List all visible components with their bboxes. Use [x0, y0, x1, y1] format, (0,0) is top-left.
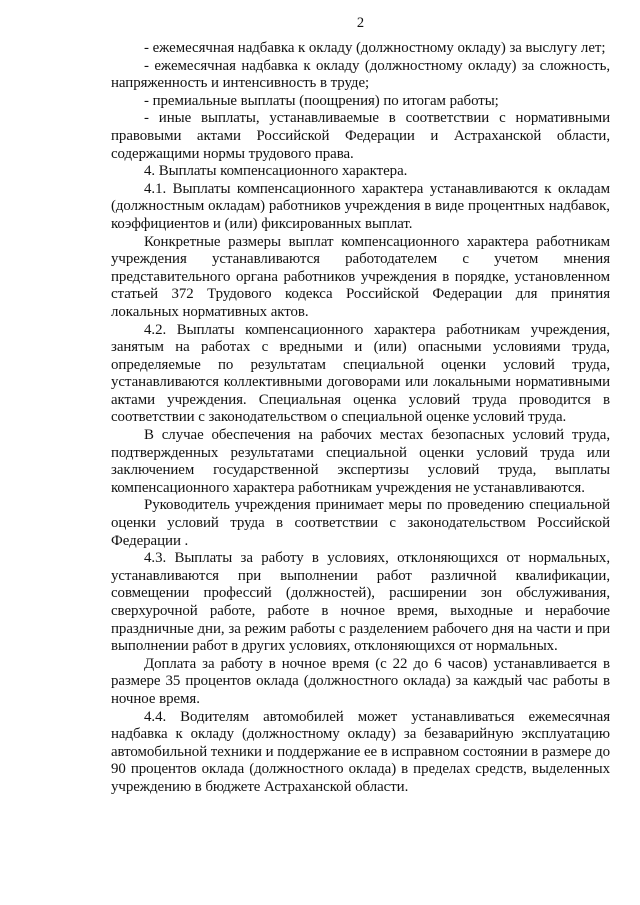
paragraph-premium-payments: - премиальные выплаты (поощрения) по итогам работы; [144, 92, 499, 109]
paragraph-4-4: 4.4. Водителям автомобилей может устанавливаться ежемесячная надбавка к окладу (должностному окладу) за безаварийную эксплуатацию автомобильной техники и поддержание ее в исправном состоянии в размере до 90 процентов оклада (должностного оклада) в пределах средств, выделенных учреждению в бюджете Астраханской области. [111, 708, 611, 795]
paragraph-4-3: 4.3. Выплаты за работу в условиях, отклоняющихся от нормальных, устанавливаются при выполнении работ различной квалификации, совмещении профессий (должностей), расширении зон обслуживания, сверхурочной работе, работе в ночное время, выходные и нерабочие праздничные дни, за режим работы с разделением рабочего дня на части и при выполнении работ в других условиях, отклоняющихся от нормальных. [111, 550, 610, 655]
paragraph-4-1: 4.1. Выплаты компенсационного характера устанавливаются к окладам (должностным окладам) работников учреждения в виде процентных надбавок, коэффициентов и (или) фиксированных выплат. [111, 180, 610, 232]
paragraph-bonus-seniority: - ежемесячная надбавка к окладу (должностному окладу) за выслугу лет; [144, 40, 606, 56]
page-number: 2 [356, 15, 365, 31]
paragraph-specific-amounts: Конкретные размеры выплат компенсационного характера работникам учреждения устанавливаются работодателем с учетом мнения представительного органа работников учреждения в порядке, установленном статьей 372 Трудового кодекса Российской Федерации для принятия локальных нормативных актов. [111, 233, 610, 320]
paragraph-4-2: 4.2. Выплаты компенсационного характера работникам учреждения, занятым на работах с вредными и (или) опасными условиями труда, определяемые по результатам специальной оценки условий труда, устанавливаются коллективными договорами или локальными нормативными актами учреждения. Специальная оценка условий труда проводится в соответствии с законодательством о специальной оценке условий труда. [111, 321, 610, 426]
paragraph-head-measures: Руководитель учреждения принимает меры по проведению специальной оценки условий труда в соответствии с законодательством Российской Федерации . [111, 497, 610, 549]
section-heading-4: 4. Выплаты компенсационного характера. [144, 163, 408, 180]
paragraph-safe-conditions: В случае обеспечения на рабочих местах безопасных условий труда, подтвержденных результатами специальной оценки условий труда или заключением государственной экспертизы условий труда, выплаты компенсационного характера работникам учреждения не устанавливаются. [111, 427, 610, 496]
paragraph-other-payments: - иные выплаты, устанавливаемые в соответствии с нормативными правовыми актами Российской Федерации и Астраханской области, содержащими нормы трудового права. [111, 110, 610, 162]
paragraph-night-work: Доплата за работу в ночное время (с 22 до 6 часов) устанавливается в размере 35 процентов оклада (должностного оклада) за каждый час работы в ночное время. [111, 655, 610, 707]
paragraph-bonus-complexity: - ежемесячная надбавка к окладу (должностному окладу) за сложность, напряженность и интенсивность в труде; [111, 57, 610, 92]
